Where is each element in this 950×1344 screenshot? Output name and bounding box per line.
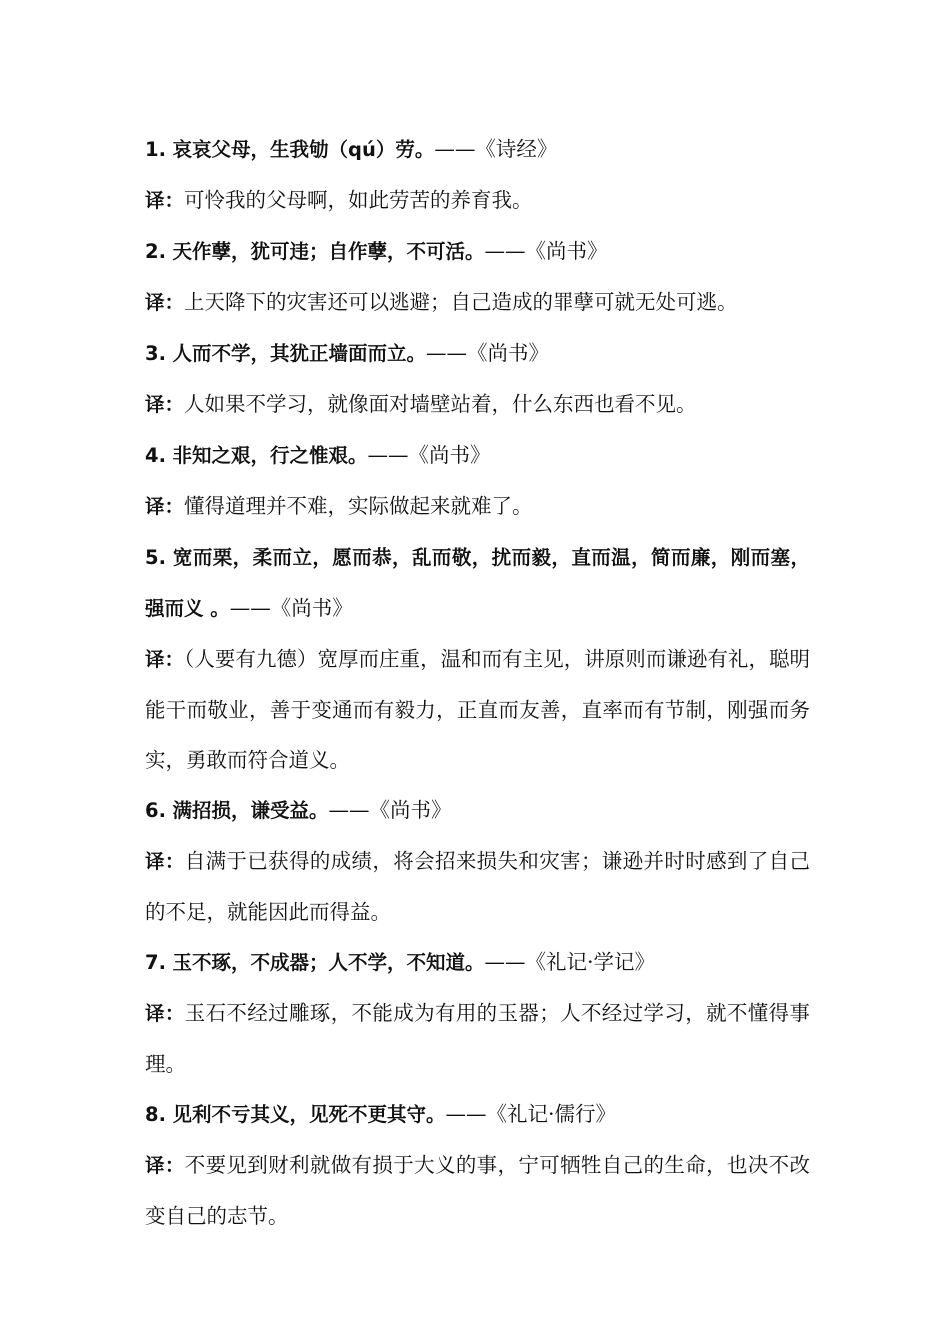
quote-source: ——《礼记·儒行》 bbox=[445, 1102, 617, 1126]
translation-text: 上天降下的灾害还可以逃避；自己造成的罪孽可就无处可逃。 bbox=[184, 290, 738, 314]
translation-text: 不要见到财利就做有损于大义的事，宁可牺牲自己的生命，也决不改变自己的志节。 bbox=[145, 1153, 810, 1228]
translation-line bbox=[145, 481, 810, 532]
quote-source: ——《尚书》 bbox=[328, 798, 452, 822]
translation-line bbox=[145, 634, 810, 785]
quote-number: 8. bbox=[145, 1103, 166, 1126]
document-page bbox=[145, 124, 810, 1241]
quote-line bbox=[145, 785, 810, 836]
quote-number: 7. bbox=[145, 951, 166, 974]
translation-text: 可怜我的父母啊，如此劳苦的养育我。 bbox=[184, 188, 533, 212]
translation-label: 译： bbox=[145, 189, 185, 212]
quote-number: 3. bbox=[145, 342, 166, 365]
quote-number: 4. bbox=[145, 444, 166, 467]
quote-source: ——《诗经》 bbox=[434, 137, 558, 161]
quote-line bbox=[145, 328, 810, 379]
quote-text: 天作孽，犹可违；自作孽，不可活。 bbox=[172, 240, 485, 263]
quote-line bbox=[145, 226, 810, 277]
translation-text: （人要有九德）宽厚而庄重，温和而有主见，讲原则而谦逊有礼，聪明能干而敬业，善于变通而有毅力，正直而友善，直率而有节制，刚强而务实，勇敢而符合道义。 bbox=[145, 647, 810, 772]
quote-source: ——《尚书》 bbox=[367, 443, 491, 467]
quote-text: 人而不学，其犹正墙面而立。 bbox=[172, 342, 427, 365]
quote-number: 6. bbox=[145, 799, 166, 822]
translation-line bbox=[145, 988, 810, 1089]
translation-line bbox=[145, 1140, 810, 1241]
translation-line bbox=[145, 379, 810, 430]
translation-text: 人如果不学习，就像面对墙壁站着，什么东西也看不见。 bbox=[184, 392, 697, 416]
quote-line bbox=[145, 124, 810, 175]
quote-text: 见利不亏其义，见死不更其守。 bbox=[172, 1103, 446, 1126]
translation-label: 译： bbox=[145, 850, 185, 873]
translation-text: 玉石不经过雕琢，不能成为有用的玉器；人不经过学习，就不懂得事理。 bbox=[145, 1001, 810, 1076]
translation-text: 自满于已获得的成绩，将会招来损失和灾害；谦逊并时时感到了自己的不足，就能因此而得益。 bbox=[145, 849, 810, 924]
translation-label: 译： bbox=[145, 1154, 185, 1177]
quote-text: 宽而栗，柔而立，愿而恭，乱而敬，扰而毅，直而温，简而廉，刚而塞，强而义 。 bbox=[145, 546, 810, 620]
quote-number: 2. bbox=[145, 240, 166, 263]
translation-label: 译： bbox=[145, 1002, 185, 1025]
translation-label: 译： bbox=[145, 393, 185, 416]
quote-source: ——《礼记·学记》 bbox=[484, 950, 656, 974]
translation-line bbox=[145, 277, 810, 328]
quote-text: 玉不琢，不成器；人不学，不知道。 bbox=[172, 951, 485, 974]
quote-number: 5. bbox=[145, 546, 166, 569]
quote-source: ——《尚书》 bbox=[229, 596, 353, 620]
quote-line bbox=[145, 532, 810, 634]
quote-text: 非知之艰，行之惟艰。 bbox=[172, 444, 368, 467]
translation-label: 译： bbox=[145, 291, 185, 314]
translation-line bbox=[145, 175, 810, 226]
quote-text: 满招损，谦受益。 bbox=[172, 799, 329, 822]
quote-source: ——《尚书》 bbox=[426, 341, 550, 365]
translation-label: 译： bbox=[145, 495, 185, 518]
translation-label: 译： bbox=[145, 648, 185, 671]
quote-line bbox=[145, 430, 810, 481]
quote-line bbox=[145, 937, 810, 988]
translation-line bbox=[145, 836, 810, 937]
quote-line bbox=[145, 1089, 810, 1140]
quote-source: ——《尚书》 bbox=[484, 239, 608, 263]
quote-text: 哀哀父母，生我劬（qú）劳。 bbox=[172, 138, 435, 161]
translation-text: 懂得道理并不难，实际做起来就难了。 bbox=[184, 494, 533, 518]
quote-number: 1. bbox=[145, 138, 166, 161]
